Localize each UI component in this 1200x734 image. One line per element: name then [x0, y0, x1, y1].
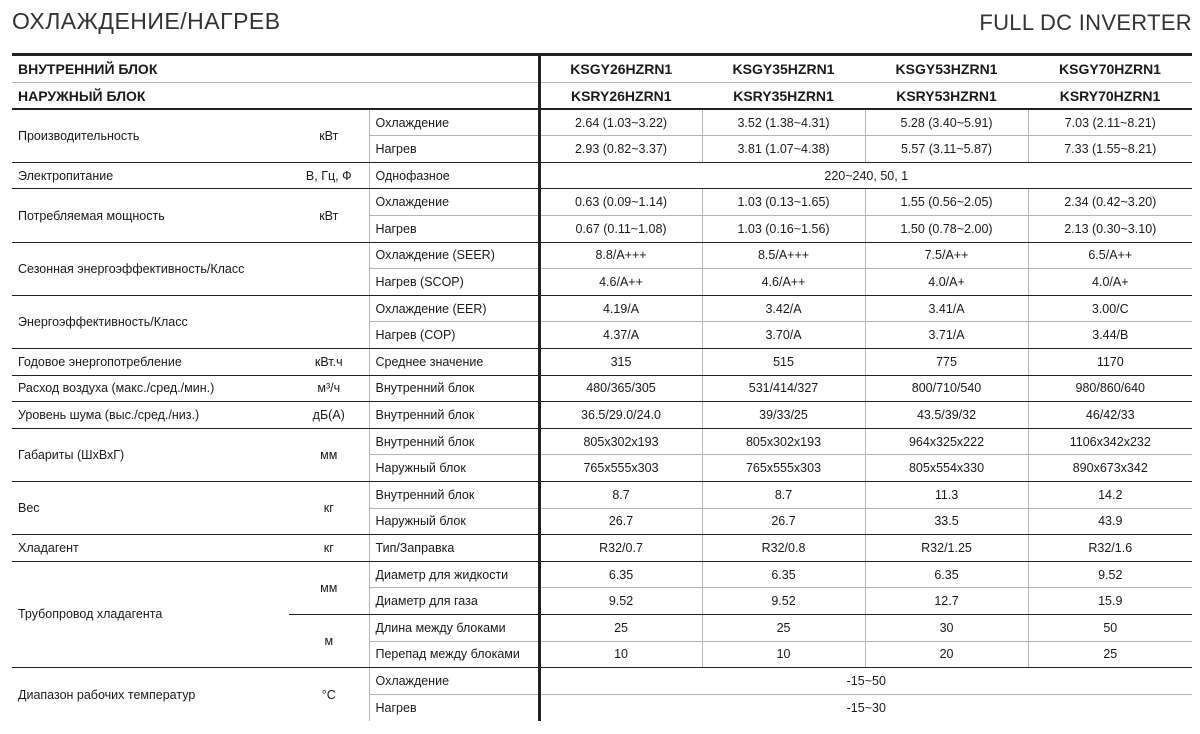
param-label: Расход воздуха (макс./сред./мин.) [12, 375, 289, 402]
param-sub: Нагрев (SCOP) [369, 269, 539, 296]
value-cell: 315 [539, 349, 702, 376]
value-cell: 3.41/A [865, 295, 1028, 322]
param-sub: Однофазное [369, 162, 539, 189]
table-row [12, 535, 1192, 562]
value-cell: -15~30 [539, 694, 1192, 721]
param-label: Уровень шума (выс./сред./низ.) [12, 402, 289, 429]
table-row [12, 482, 1192, 509]
model-cell: KSGY26HZRN1 [539, 56, 702, 83]
param-label: Диапазон рабочих температур [18, 687, 196, 702]
param-label: Габариты (ШхВхГ) [12, 428, 289, 481]
spec-table [12, 56, 1192, 721]
table-row [12, 349, 1192, 376]
outdoor-models-row [12, 83, 1192, 110]
param-unit: кг [289, 482, 369, 535]
page-title: ОХЛАЖДЕНИЕ/НАГРЕВ [12, 8, 281, 34]
value-cell: 4.0/A+ [865, 269, 1028, 296]
param-sub: Диаметр для жидкости [369, 561, 539, 588]
value-cell: 6.35 [539, 561, 702, 588]
value-cell: 8.7 [539, 482, 702, 509]
param-unit [289, 295, 369, 348]
param-sub: Внутренний блок [369, 375, 539, 402]
value-cell: 30 [865, 614, 1028, 641]
value-cell: 2.34 (0.42~3.20) [1028, 189, 1192, 216]
param-sub: Нагрев [369, 136, 539, 163]
value-cell: 3.70/A [702, 322, 865, 349]
value-cell: 3.71/A [865, 322, 1028, 349]
table-row [12, 402, 1192, 429]
value-cell: 1.55 (0.56~2.05) [865, 189, 1028, 216]
param-unit: м [289, 614, 369, 667]
param-unit [289, 242, 369, 295]
value-cell: 9.52 [539, 588, 702, 615]
value-cell: -15~50 [539, 668, 1192, 695]
value-cell: R32/0.7 [539, 535, 702, 562]
model-cell: KSRY70HZRN1 [1028, 83, 1192, 110]
table-row [12, 561, 1192, 588]
table-row [12, 189, 1192, 216]
param-sub: Внутренний блок [369, 402, 539, 429]
param-unit: кВт [289, 189, 369, 242]
param-label: Сезонная энергоэффективность/Класс [12, 242, 289, 295]
value-cell: 0.63 (0.09~1.14) [539, 189, 702, 216]
value-cell: 4.37/A [539, 322, 702, 349]
value-cell: 26.7 [702, 508, 865, 535]
value-cell: 1.03 (0.13~1.65) [702, 189, 865, 216]
value-cell: 2.13 (0.30~3.10) [1028, 216, 1192, 243]
model-cell: KSGY35HZRN1 [702, 56, 865, 83]
value-cell: 6.35 [702, 561, 865, 588]
value-cell: 5.57 (3.11~5.87) [865, 136, 1028, 163]
value-cell: 3.81 (1.07~4.38) [702, 136, 865, 163]
value-cell: 890x673x342 [1028, 455, 1192, 482]
param-sub: Нагрев [369, 216, 539, 243]
value-cell: 33.5 [865, 508, 1028, 535]
value-cell: 2.64 (1.03~3.22) [539, 109, 702, 136]
param-sub: Охлаждение (EER) [369, 295, 539, 322]
value-cell: 964x325x222 [865, 428, 1028, 455]
value-cell: 3.00/C [1028, 295, 1192, 322]
param-sub: Охлаждение [369, 668, 539, 695]
param-unit: дБ(А) [289, 402, 369, 429]
value-cell: R32/1.25 [865, 535, 1028, 562]
value-cell: R32/1.6 [1028, 535, 1192, 562]
param-sub: Тип/Заправка [369, 535, 539, 562]
value-cell: 50 [1028, 614, 1192, 641]
value-cell: 39/33/25 [702, 402, 865, 429]
param-sub: Среднее значение [369, 349, 539, 376]
value-cell: 4.19/A [539, 295, 702, 322]
indoor-label: ВНУТРЕННИЙ БЛОК [12, 56, 539, 83]
value-cell: 3.42/A [702, 295, 865, 322]
value-cell: 1.03 (0.16~1.56) [702, 216, 865, 243]
param-label: Хладагент [12, 535, 289, 562]
table-row [12, 428, 1192, 455]
value-cell: 12.7 [865, 588, 1028, 615]
table-row [12, 242, 1192, 269]
value-cell: 1170 [1028, 349, 1192, 376]
table-row [12, 162, 1192, 189]
param-unit: кг [289, 535, 369, 562]
value-cell: 2.93 (0.82~3.37) [539, 136, 702, 163]
param-label: Электропитание [12, 162, 289, 189]
value-cell: 1.50 (0.78~2.00) [865, 216, 1028, 243]
value-cell: 3.52 (1.38~4.31) [702, 109, 865, 136]
value-cell: 15.9 [1028, 588, 1192, 615]
param-sub: Наружный блок [369, 508, 539, 535]
value-cell: R32/0.8 [702, 535, 865, 562]
value-cell: 775 [865, 349, 1028, 376]
value-cell: 10 [539, 641, 702, 668]
value-cell: 5.28 (3.40~5.91) [865, 109, 1028, 136]
param-unit: °C [321, 687, 336, 702]
value-cell: 531/414/327 [702, 375, 865, 402]
value-cell: 765x555x303 [539, 455, 702, 482]
value-cell: 25 [539, 614, 702, 641]
param-label: Энергоэффективность/Класс [12, 295, 289, 348]
param-sub: Охлаждение [369, 109, 539, 136]
table-row [12, 668, 1192, 695]
table-row [12, 109, 1192, 136]
value-cell: 480/365/305 [539, 375, 702, 402]
indoor-models-row [12, 56, 1192, 83]
param-sub: Наружный блок [369, 455, 539, 482]
value-cell: 26.7 [539, 508, 702, 535]
table-row [12, 295, 1192, 322]
model-cell: KSRY26HZRN1 [539, 83, 702, 110]
value-cell: 46/42/33 [1028, 402, 1192, 429]
value-cell: 7.03 (2.11~8.21) [1028, 109, 1192, 136]
value-cell: 4.0/A+ [1028, 269, 1192, 296]
value-cell: 14.2 [1028, 482, 1192, 509]
param-sub: Перепад между блоками [369, 641, 539, 668]
value-cell: 11.3 [865, 482, 1028, 509]
value-cell: 6.35 [865, 561, 1028, 588]
value-cell: 8.8/A+++ [539, 242, 702, 269]
param-unit: В, Гц, Ф [289, 162, 369, 189]
value-cell: 765x555x303 [702, 455, 865, 482]
param-sub: Охлаждение [369, 189, 539, 216]
value-cell: 4.6/A++ [702, 269, 865, 296]
value-cell: 0.67 (0.11~1.08) [539, 216, 702, 243]
param-sub: Нагрев [369, 694, 539, 721]
series-title: FULL DC INVERTER [979, 10, 1192, 35]
param-unit: м³/ч [289, 375, 369, 402]
param-unit: мм [289, 561, 369, 614]
model-cell: KSGY70HZRN1 [1028, 56, 1192, 83]
param-sub: Нагрев (COP) [369, 322, 539, 349]
value-cell: 4.6/A++ [539, 269, 702, 296]
param-sub: Внутренний блок [369, 428, 539, 455]
value-cell: 25 [1028, 641, 1192, 668]
value-cell: 10 [702, 641, 865, 668]
table-row [12, 375, 1192, 402]
param-unit: кВт.ч [289, 349, 369, 376]
model-cell: KSRY35HZRN1 [702, 83, 865, 110]
param-label: Производительность [12, 109, 289, 162]
param-sub: Диаметр для газа [369, 588, 539, 615]
value-cell: 805x302x193 [539, 428, 702, 455]
param-sub: Охлаждение (SEER) [369, 242, 539, 269]
value-cell: 7.5/A++ [865, 242, 1028, 269]
value-cell: 6.5/A++ [1028, 242, 1192, 269]
value-cell: 220~240, 50, 1 [539, 162, 1192, 189]
value-cell: 25 [702, 614, 865, 641]
value-cell: 980/860/640 [1028, 375, 1192, 402]
param-unit: кВт [289, 109, 369, 162]
value-cell: 805x554x330 [865, 455, 1028, 482]
param-label: Годовое энергопотребление [12, 349, 289, 376]
param-label: Вес [12, 482, 289, 535]
value-cell: 36.5/29.0/24.0 [539, 402, 702, 429]
value-cell: 3.44/B [1028, 322, 1192, 349]
value-cell: 800/710/540 [865, 375, 1028, 402]
value-cell: 515 [702, 349, 865, 376]
value-cell: 20 [865, 641, 1028, 668]
param-label: Потребляемая мощность [12, 189, 289, 242]
value-cell: 805x302x193 [702, 428, 865, 455]
value-cell: 8.5/A+++ [702, 242, 865, 269]
value-cell: 43.5/39/32 [865, 402, 1028, 429]
model-cell: KSGY53HZRN1 [865, 56, 1028, 83]
param-label: Трубопровод хладагента [12, 561, 289, 667]
value-cell: 7.33 (1.55~8.21) [1028, 136, 1192, 163]
outdoor-label: НАРУЖНЫЙ БЛОК [12, 83, 539, 110]
value-cell: 9.52 [702, 588, 865, 615]
param-sub: Внутренний блок [369, 482, 539, 509]
model-cell: KSRY53HZRN1 [865, 83, 1028, 110]
value-cell: 8.7 [702, 482, 865, 509]
param-unit: мм [289, 428, 369, 481]
value-cell: 9.52 [1028, 561, 1192, 588]
value-cell: 43.9 [1028, 508, 1192, 535]
param-sub: Длина между блоками [369, 614, 539, 641]
value-cell: 1106x342x232 [1028, 428, 1192, 455]
